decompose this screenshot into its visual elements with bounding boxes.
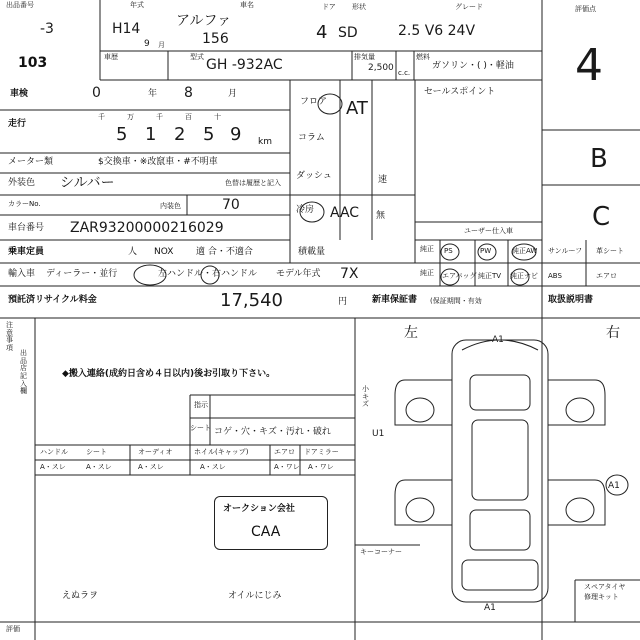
fuel-value: ガソリン・( )・軽油 xyxy=(432,61,514,71)
diagram-left-label: 左 xyxy=(404,325,418,341)
lot-label: 出品番号 xyxy=(6,1,34,9)
trans-column: コラム xyxy=(298,133,325,143)
mileage-unit-5: 十 xyxy=(214,113,221,121)
cond-h-3: オーディオ xyxy=(138,448,173,456)
cond-seat-label: シート xyxy=(190,424,211,432)
type-value: GH -932AC xyxy=(206,57,283,73)
cond-h-6: ドアミラー xyxy=(304,448,339,456)
diagram-side-text: 小キズ xyxy=(362,385,369,409)
equip-aw: 純正AW xyxy=(512,247,538,255)
color-change-note: 色替は履歴と記入 xyxy=(225,179,281,187)
equip-aero: エアロ xyxy=(596,272,617,280)
mileage-digit-4: 5 xyxy=(203,124,215,145)
mileage-unit-3: 千 xyxy=(156,113,163,121)
lot-number: 103 xyxy=(18,55,48,71)
score-label: 評価点 xyxy=(575,5,596,13)
year-value: H14 xyxy=(112,21,141,37)
diagram-mark-left: U1 xyxy=(372,429,385,439)
inspection-month-unit: 月 xyxy=(228,89,238,99)
car-name-label: 車名 xyxy=(240,1,254,9)
key-corner-note: キーコーナー xyxy=(360,548,402,556)
bottom-label: 評価 xyxy=(6,625,20,633)
equip-pw: PW xyxy=(480,247,492,255)
capacity-unit: 人 xyxy=(128,247,138,257)
displacement-unit: c.c. xyxy=(398,69,411,77)
equip-row1-label: 純正 xyxy=(420,245,434,253)
cond-h-1: ハンドル xyxy=(40,448,68,456)
auction-stamp xyxy=(214,496,328,550)
note-hw-left: えぬラヲ xyxy=(62,591,99,601)
doors-value: 4 xyxy=(316,22,328,43)
vin-value: ZAR93200000216029 xyxy=(70,220,224,236)
equip-row2-label: 純正 xyxy=(420,269,434,277)
sales-point-label: セールスポイント xyxy=(424,87,496,97)
cond-mirror-label: 指示 xyxy=(194,401,208,409)
displacement-label: 排気量 xyxy=(354,53,375,61)
import-label: 輸入車 xyxy=(8,269,36,279)
month-unit: 月 xyxy=(158,41,165,49)
doors-label: ドア xyxy=(322,3,336,11)
mileage-digit-2: 1 xyxy=(145,124,157,145)
model-code-value: 156 xyxy=(202,31,229,47)
equip-ps: PS xyxy=(444,247,453,255)
nox-label: NOX xyxy=(154,247,174,257)
guarantee-label: 新車保証書 xyxy=(372,295,418,305)
cond-h-2: シート xyxy=(86,448,107,456)
month-value: 9 xyxy=(144,39,150,49)
fuel-label: 燃料 xyxy=(416,53,430,61)
diagram-corner-note: スペアタイヤ xyxy=(584,583,626,591)
mileage-unit-2: 万 xyxy=(127,113,134,121)
color-no-label: カラーNo. xyxy=(8,200,41,208)
body-label: 形状 xyxy=(352,3,366,11)
mileage-digit-5: 9 xyxy=(230,124,242,145)
trans-dash: ダッシュ xyxy=(296,171,332,181)
stamp-text: オークション会社 xyxy=(223,504,295,514)
grade-c: C xyxy=(592,202,611,232)
grade-value: 2.5 V6 24V xyxy=(398,23,476,39)
model-year-label: モデル年式 xyxy=(276,269,321,279)
import-steering: 左ハンドル・右ハンドル xyxy=(158,269,258,279)
diagram-mark-right: A1 xyxy=(608,481,620,491)
equip-airbag: エアバッグ xyxy=(442,272,477,280)
ac-none: 無 xyxy=(376,211,386,221)
type-label: 型式 xyxy=(190,53,204,61)
equip-navi: 純正ナビ xyxy=(510,272,538,280)
year-label: 年式 xyxy=(130,1,144,9)
import-options: ディーラー・並行 xyxy=(46,269,118,279)
guarantee-note: (保証期間・有効 xyxy=(430,297,482,305)
cond-seat-row: コゲ・穴・キズ・汚れ・破れ xyxy=(214,427,331,437)
cond-g-3: A・スレ xyxy=(138,463,164,471)
recycle-value: 17,540 xyxy=(220,290,283,311)
score-value: 4 xyxy=(575,40,603,91)
capacity-load-label: 積載量 xyxy=(298,247,326,257)
user-label: ユーザー仕入車 xyxy=(464,227,513,235)
ac-value: AAC xyxy=(330,205,360,221)
equip-leather: 革シート xyxy=(596,247,624,255)
ac-label: 冷房 xyxy=(296,205,315,215)
car-name-value: アルファ xyxy=(176,13,232,29)
mileage-unit: km xyxy=(258,137,272,147)
inspection-label: 車検 xyxy=(10,89,29,99)
displacement-value: 2,500 xyxy=(368,63,394,73)
grade-label: グレード xyxy=(455,3,483,11)
manual-label: 取扱説明書 xyxy=(548,295,594,305)
vin-label: 車台番号 xyxy=(8,223,45,233)
stamp-sub: CAA xyxy=(251,524,281,540)
color-value: シルバー xyxy=(60,175,115,191)
mileage-digit-1: 5 xyxy=(116,124,128,145)
capacity-label: 乗車定員 xyxy=(8,247,45,257)
mileage-label: 走行 xyxy=(8,119,27,129)
notes-side-label: 出品店記入欄 xyxy=(20,349,27,396)
cond-g-2: A・スレ xyxy=(86,463,112,471)
cond-g-5: A・ワレ xyxy=(274,463,300,471)
cond-g-1: A・スレ xyxy=(40,463,66,471)
trans-speed: 速 xyxy=(378,175,388,185)
cond-h-5: エアロ xyxy=(274,448,295,456)
meter-label: メーター類 xyxy=(8,157,54,167)
recycle-label: 預託済リサイクル料金 xyxy=(8,295,97,305)
note-hw-right: オイルにじみ xyxy=(228,591,282,601)
grade-b: B xyxy=(590,144,608,174)
nox-options: 適 合・不適合 xyxy=(196,247,253,257)
diagram-front-code: A1 xyxy=(484,603,496,613)
cond-g-4: A・スレ xyxy=(200,463,226,471)
mileage-unit-4: 百 xyxy=(185,113,192,121)
mileage-digit-3: 2 xyxy=(174,124,186,145)
trans-floor: フロア xyxy=(300,97,328,107)
notes-label: 注意事項 xyxy=(6,321,13,353)
equip-abs: ABS xyxy=(548,272,562,280)
diagram-right-label: 右 xyxy=(606,325,620,341)
contact-notice: ◆搬入連絡(成約日含め４日以内)後お引取り下さい。 xyxy=(62,369,276,379)
interior-value: 70 xyxy=(222,197,240,213)
body-value: SD xyxy=(338,25,358,41)
inspection-year-unit: 年 xyxy=(148,89,158,99)
interior-label: 内装色 xyxy=(160,202,181,210)
cond-g-6: A・ワレ xyxy=(308,463,334,471)
history-label: 車歴 xyxy=(104,53,118,61)
inspection-year: 0 xyxy=(92,85,101,101)
inspection-month: 8 xyxy=(184,85,193,101)
meter-options: $交換車・※改竄車・#不明車 xyxy=(98,157,218,167)
trans-at: AT xyxy=(346,98,368,119)
diagram-top-code: A1 xyxy=(492,335,504,345)
color-label: 外装色 xyxy=(8,178,36,188)
car-diagram xyxy=(395,340,628,602)
equip-sunroof: サンルーフ xyxy=(548,247,583,255)
recycle-unit: 円 xyxy=(338,297,348,307)
mileage-unit-1: 千 xyxy=(98,113,105,121)
diagram-corner-note2: 修理キット xyxy=(584,593,619,601)
cond-h-4: ホイル(キャップ) xyxy=(194,448,249,456)
model-year-value: 7X xyxy=(340,266,359,282)
lot-prefix-handwritten: -3 xyxy=(40,21,54,37)
equip-tv: 純正TV xyxy=(478,272,502,280)
